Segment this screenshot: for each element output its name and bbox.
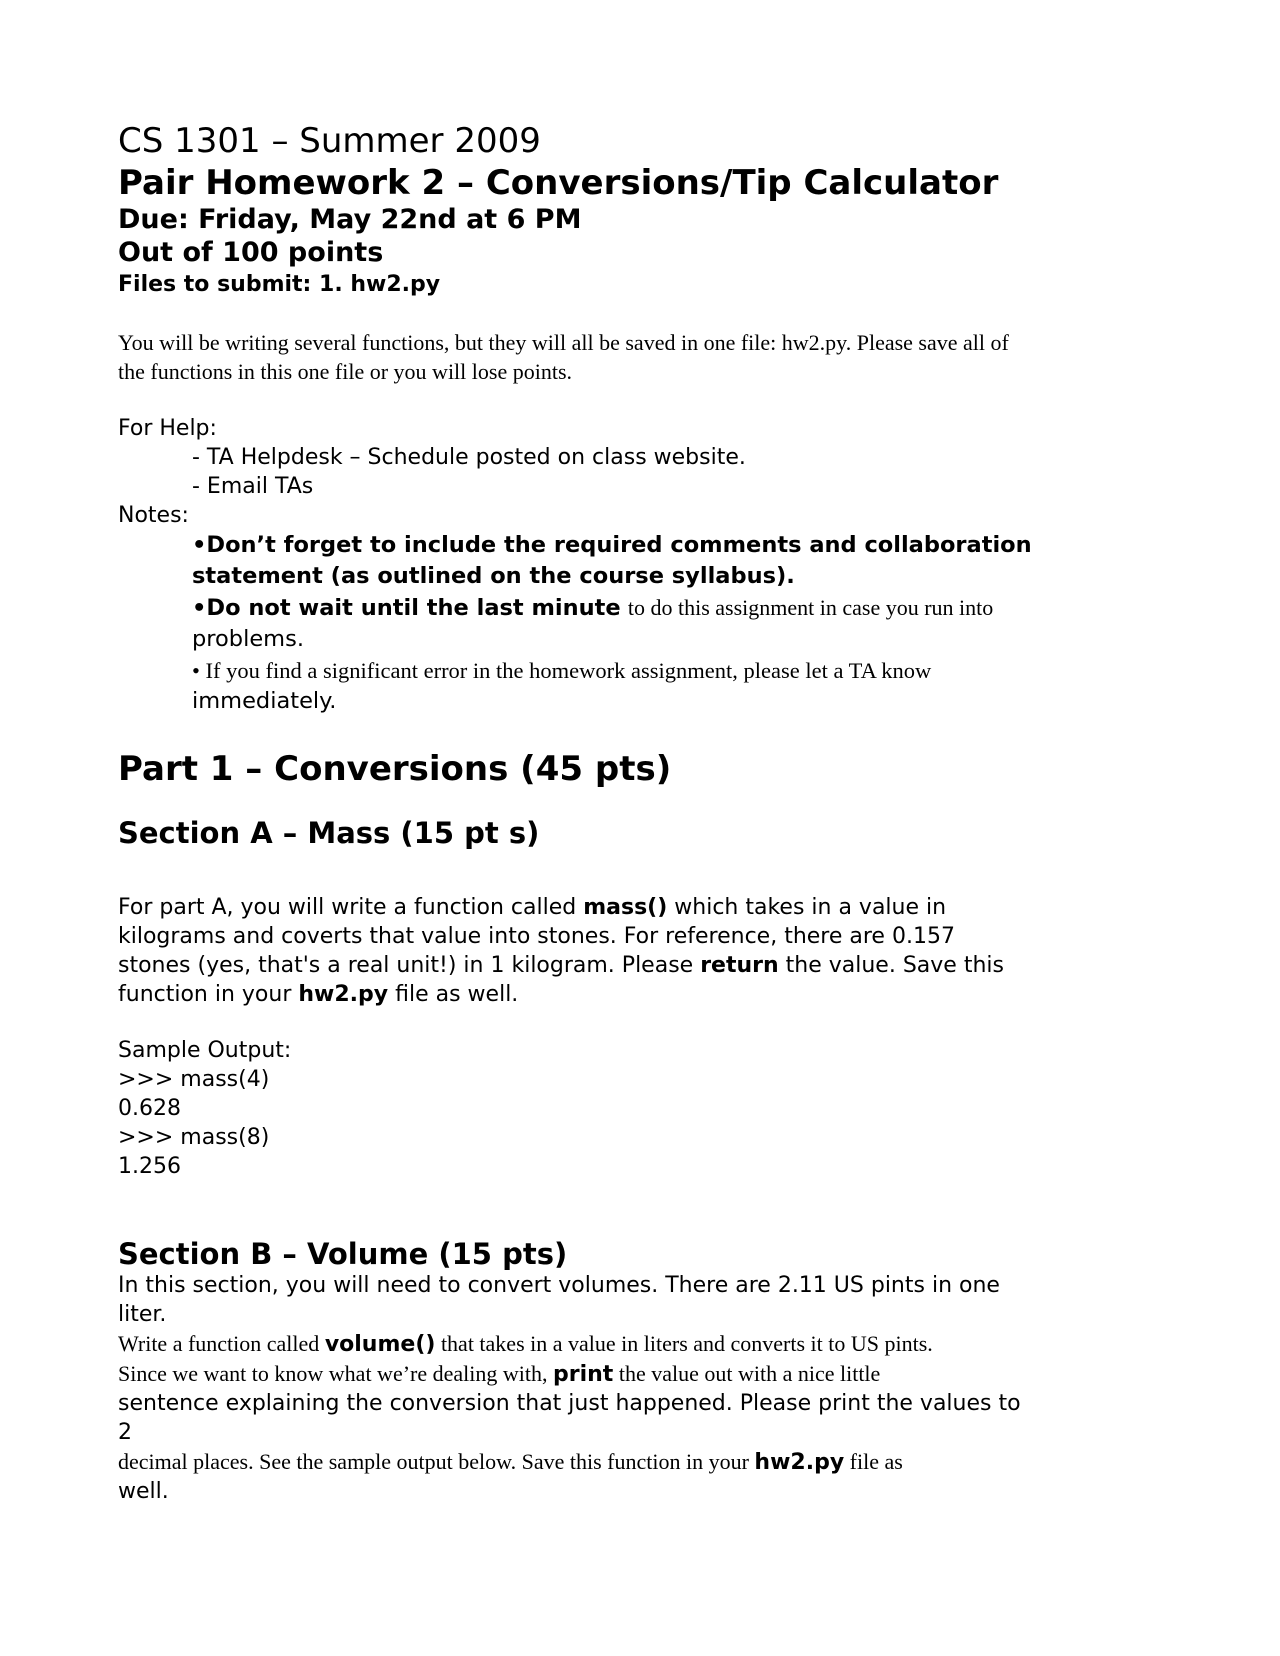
intro-paragraph xyxy=(118,328,1178,386)
bullet: • xyxy=(192,658,200,683)
text: the value. Save this xyxy=(778,953,1004,978)
sample-output xyxy=(118,1036,1178,1181)
paragraph-line xyxy=(118,980,1178,1009)
note-item xyxy=(118,592,1178,624)
text: the value out with a nice little xyxy=(613,1361,881,1386)
paragraph-line: sentence explaining the conversion that just happened. Please print the values to xyxy=(118,1391,1021,1416)
function-name: volume() xyxy=(324,1332,436,1357)
paragraph-line: 2 xyxy=(118,1420,132,1445)
text: file as xyxy=(844,1449,903,1474)
paragraph-line xyxy=(118,1447,1178,1477)
sample-output-line: >>> mass(8) xyxy=(118,1125,270,1150)
sample-output-line: >>> mass(4) xyxy=(118,1067,270,1092)
note-item-continued: statement (as outlined on the course syllabus). xyxy=(192,563,795,589)
paragraph-line: well. xyxy=(118,1479,169,1504)
part-heading: Part 1 – Conversions (45 pts) xyxy=(118,749,672,789)
text: file as well. xyxy=(388,982,519,1007)
intro-line: the functions in this one file or you will lose points. xyxy=(118,359,573,384)
paragraph-line: kilograms and coverts that value into stones. For reference, there are 0.157 xyxy=(118,924,955,949)
paragraph-line: In this section, you will need to convert volumes. There are 2.11 US pints in one xyxy=(118,1273,1000,1298)
function-name: mass() xyxy=(583,895,668,920)
text: stones (yes, that's a real unit!) in 1 kilogram. Please xyxy=(118,953,701,978)
section-a-heading: Section A – Mass (15 pt s) xyxy=(118,816,540,850)
note-text: If you find a significant error in the homework assignment, please let a TA know xyxy=(205,658,932,683)
sample-output-label: Sample Output: xyxy=(118,1038,292,1063)
text: that takes in a value in liters and converts it to US pints. xyxy=(435,1331,933,1356)
text: which takes in a value in xyxy=(667,895,947,920)
assignment-title: Pair Homework 2 – Conversions/Tip Calculator xyxy=(118,163,999,203)
note-item-continued: problems. xyxy=(192,626,304,652)
help-item: - Email TAs xyxy=(192,474,314,499)
course-heading: CS 1301 – Summer 2009 xyxy=(118,121,541,161)
section-a-paragraph xyxy=(118,893,1178,1009)
bullet: • xyxy=(192,595,207,621)
total-points: Out of 100 points xyxy=(118,237,384,268)
text: Since we want to know what we’re dealing with, xyxy=(118,1361,553,1386)
intro-line: You will be writing several functions, but they will all be saved in one file: hw2.py. Please save all of xyxy=(118,330,1009,355)
text: Write a function called xyxy=(118,1331,325,1356)
paragraph-line xyxy=(118,1329,1178,1359)
document-page xyxy=(118,112,1178,1506)
files-to-submit: Files to submit: 1. hw2.py xyxy=(118,272,441,297)
keyword: return xyxy=(700,953,779,978)
note-item-continued: immediately. xyxy=(192,688,337,714)
note-item xyxy=(118,655,1178,686)
notes-label: Notes: xyxy=(118,503,189,528)
due-date: Due: Friday, May 22nd at 6 PM xyxy=(118,204,582,235)
note-text: Don’t forget to include the required comments and collaboration xyxy=(206,532,1032,558)
note-bold-text: Do not wait until the last minute xyxy=(206,595,621,621)
keyword: print xyxy=(553,1362,614,1387)
sample-output-line: 1.256 xyxy=(118,1154,181,1179)
bullet: • xyxy=(192,532,207,558)
text: function in your xyxy=(118,982,299,1007)
text: decimal places. See the sample output below. Save this function in your xyxy=(118,1449,755,1474)
section-b-heading: Section B – Volume (15 pts) xyxy=(118,1237,568,1271)
help-label: For Help: xyxy=(118,416,217,441)
paragraph-line xyxy=(118,893,1178,922)
paragraph-line xyxy=(118,1359,1178,1389)
file-name: hw2.py xyxy=(298,982,389,1007)
note-item xyxy=(118,530,1178,561)
paragraph-line xyxy=(118,951,1178,980)
note-text: to do this assignment in case you run into xyxy=(627,595,994,620)
section-b-paragraph xyxy=(118,1271,1178,1506)
file-name: hw2.py xyxy=(754,1450,845,1475)
paragraph-line: liter. xyxy=(118,1302,167,1327)
text: For part A, you will write a function called xyxy=(118,895,584,920)
sample-output-line: 0.628 xyxy=(118,1096,181,1121)
help-item: - TA Helpdesk – Schedule posted on class website. xyxy=(192,445,746,470)
